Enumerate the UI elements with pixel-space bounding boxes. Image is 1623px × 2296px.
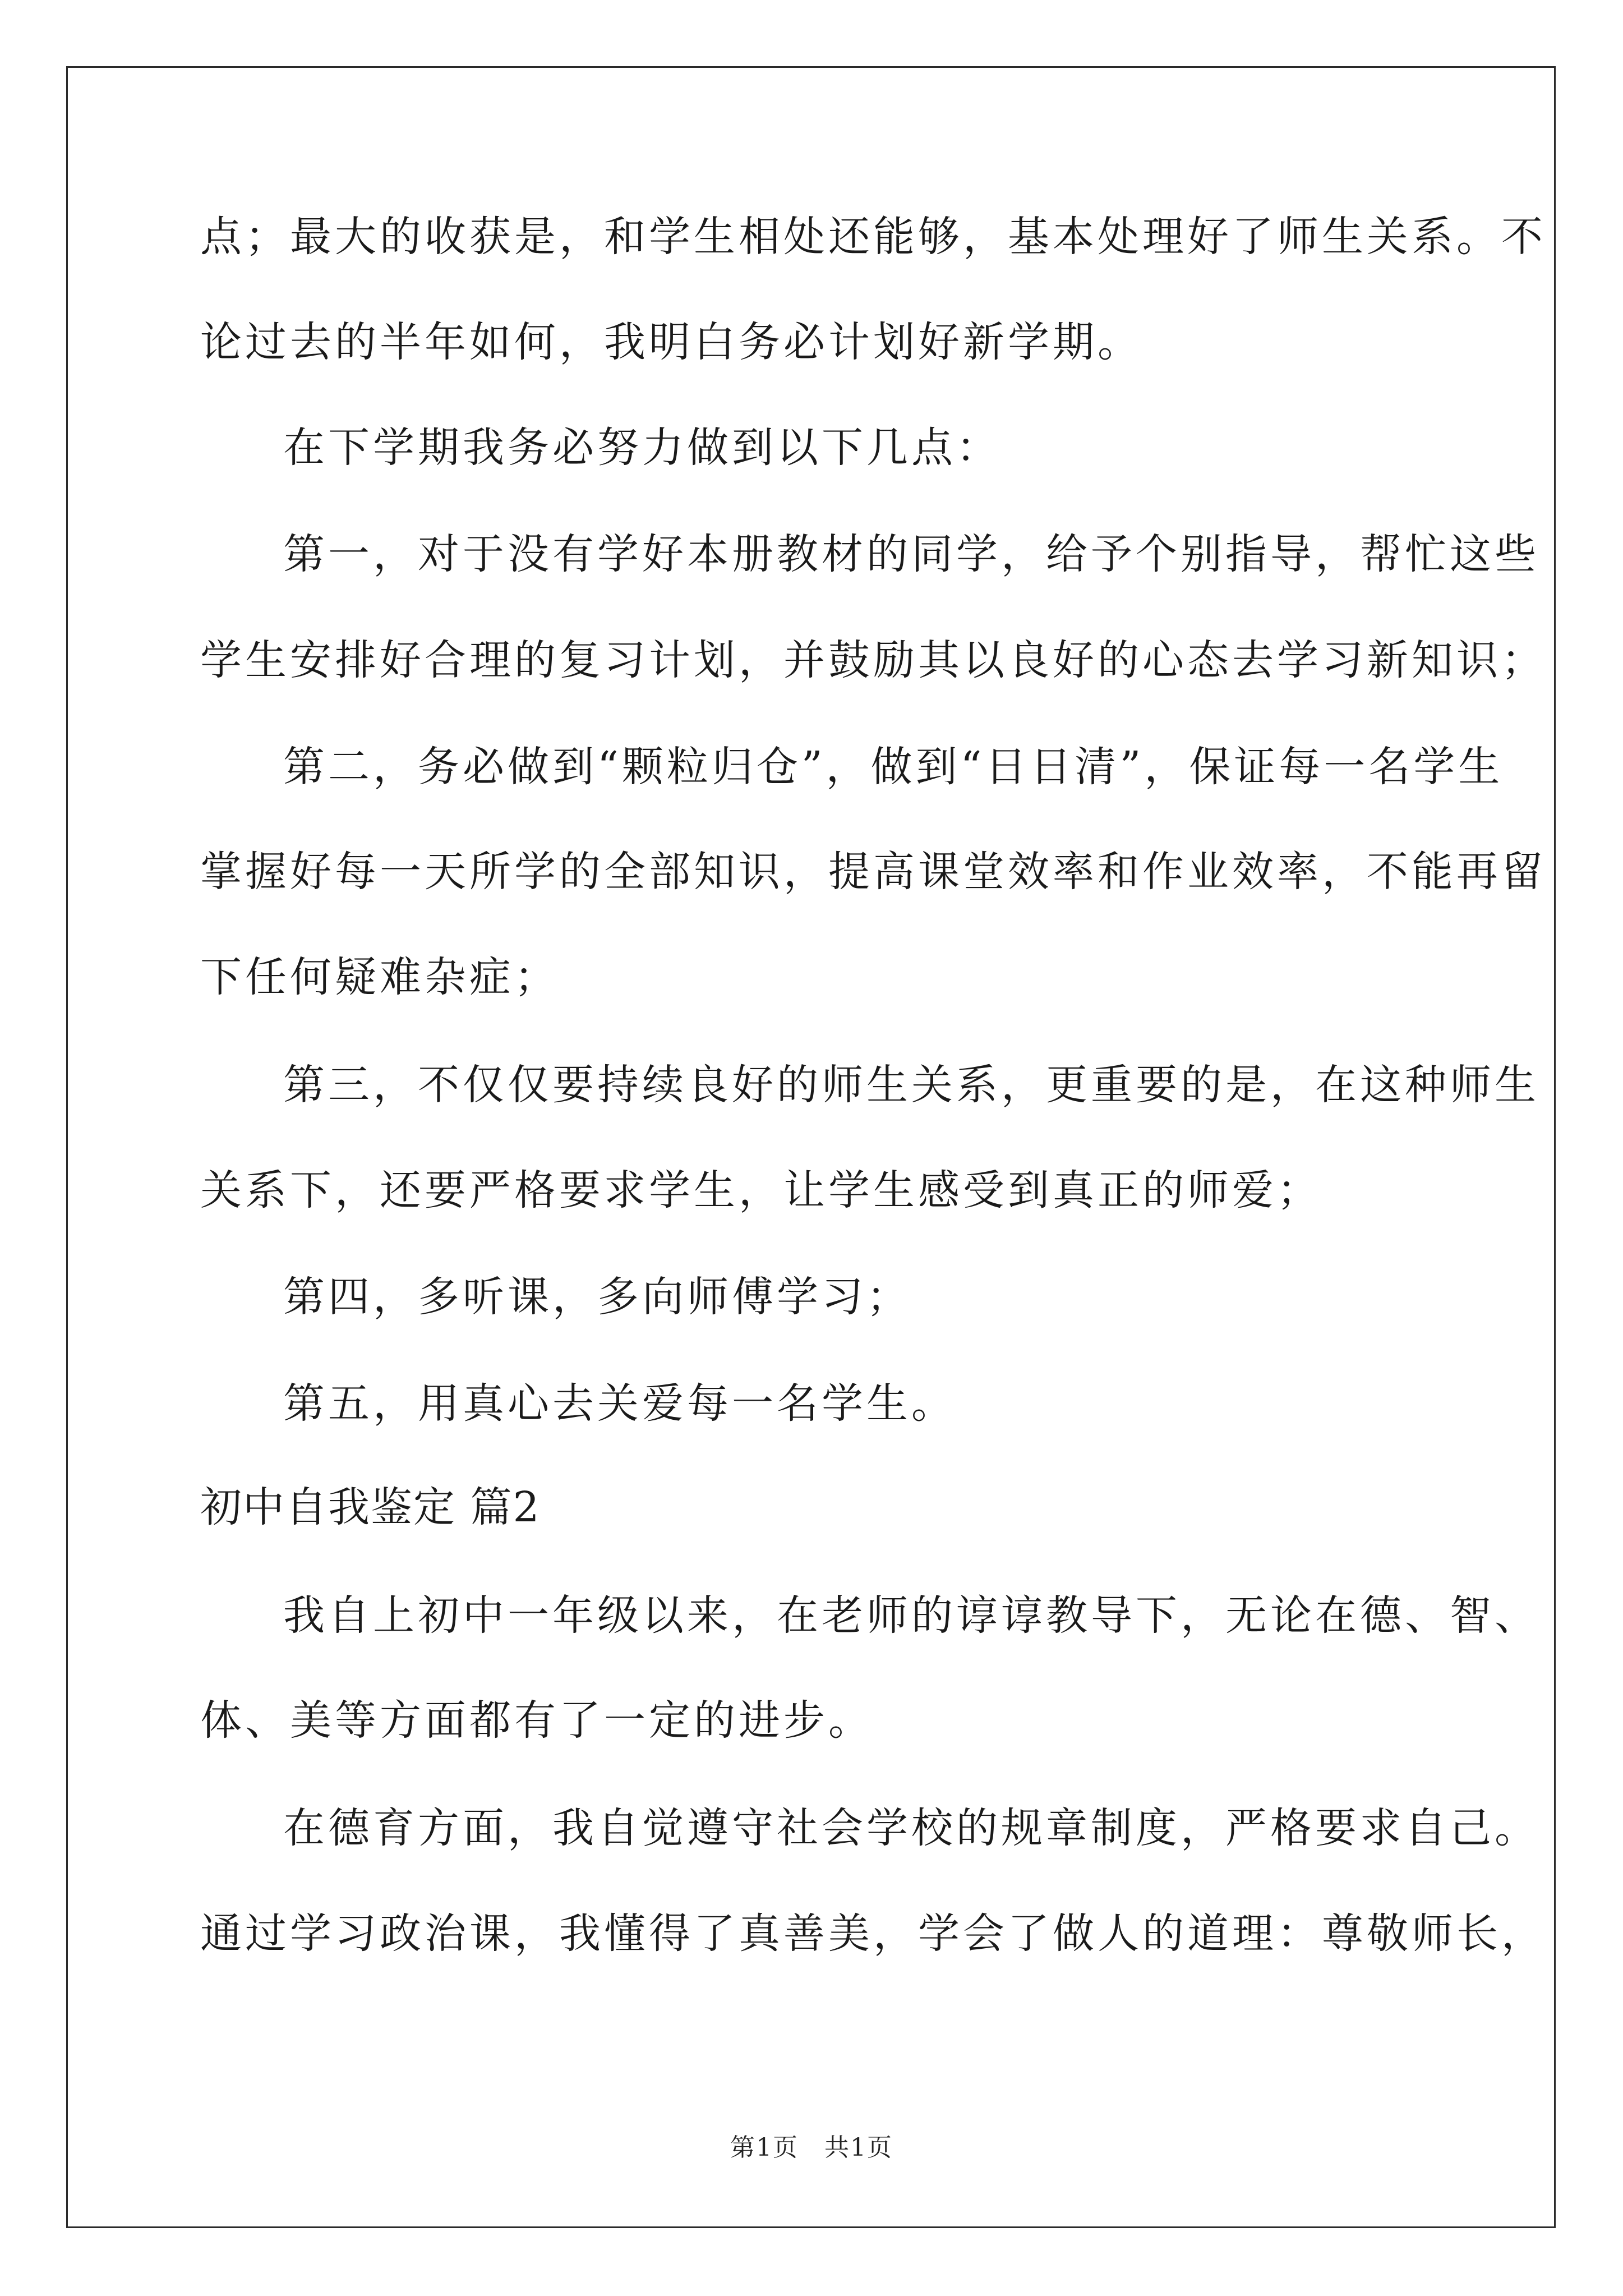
text-line: 关系下，还要严格要求学生，让学生感受到真正的师爱；	[200, 1166, 1322, 1214]
text-line: 通过学习政治课，我懂得了真善美，学会了做人的道理：尊敬师长，	[200, 1910, 1546, 1958]
text-line: 在下学期我务必努力做到以下几点：	[283, 424, 1001, 472]
text-line: 第一，对于没有学好本册教材的同学，给予个别指导，帮忙这些	[283, 530, 1539, 578]
text-line: 学生安排好合理的复习计划，并鼓励其以良好的心态去学习新知识；	[200, 636, 1546, 684]
text-line: 下任何疑难杂症；	[200, 953, 559, 1001]
text-line: 在德育方面，我自觉遵守社会学校的规章制度，严格要求自己。	[283, 1804, 1539, 1852]
text-line: 论过去的半年如何，我明白务必计划好新学期。	[200, 318, 1142, 366]
section-heading: 初中自我鉴定 篇2	[200, 1483, 541, 1531]
page-footer: 第1页 共1页	[730, 2133, 893, 2162]
text-line: 第二，务必做到“颗粒归仓”，做到“日日清”，保证每一名学生	[283, 743, 1504, 791]
text-line: 我自上初中一年级以来，在老师的谆谆教导下，无论在德、智、	[283, 1591, 1539, 1640]
text-line: 点；最大的收获是，和学生相处还能够，基本处理好了师生关系。不	[200, 213, 1546, 261]
page-border	[66, 66, 1556, 2228]
text-line: 掌握好每一天所学的全部知识，提高课堂效率和作业效率，不能再留	[200, 848, 1546, 896]
text-line: 第五，用真心去关爱每一名学生。	[283, 1379, 956, 1428]
text-line: 体、美等方面都有了一定的进步。	[200, 1696, 873, 1745]
text-line: 第四，多听课，多向师傅学习；	[283, 1273, 911, 1321]
text-line: 第三，不仅仅要持续良好的师生关系，更重要的是，在这种师生	[283, 1061, 1539, 1109]
